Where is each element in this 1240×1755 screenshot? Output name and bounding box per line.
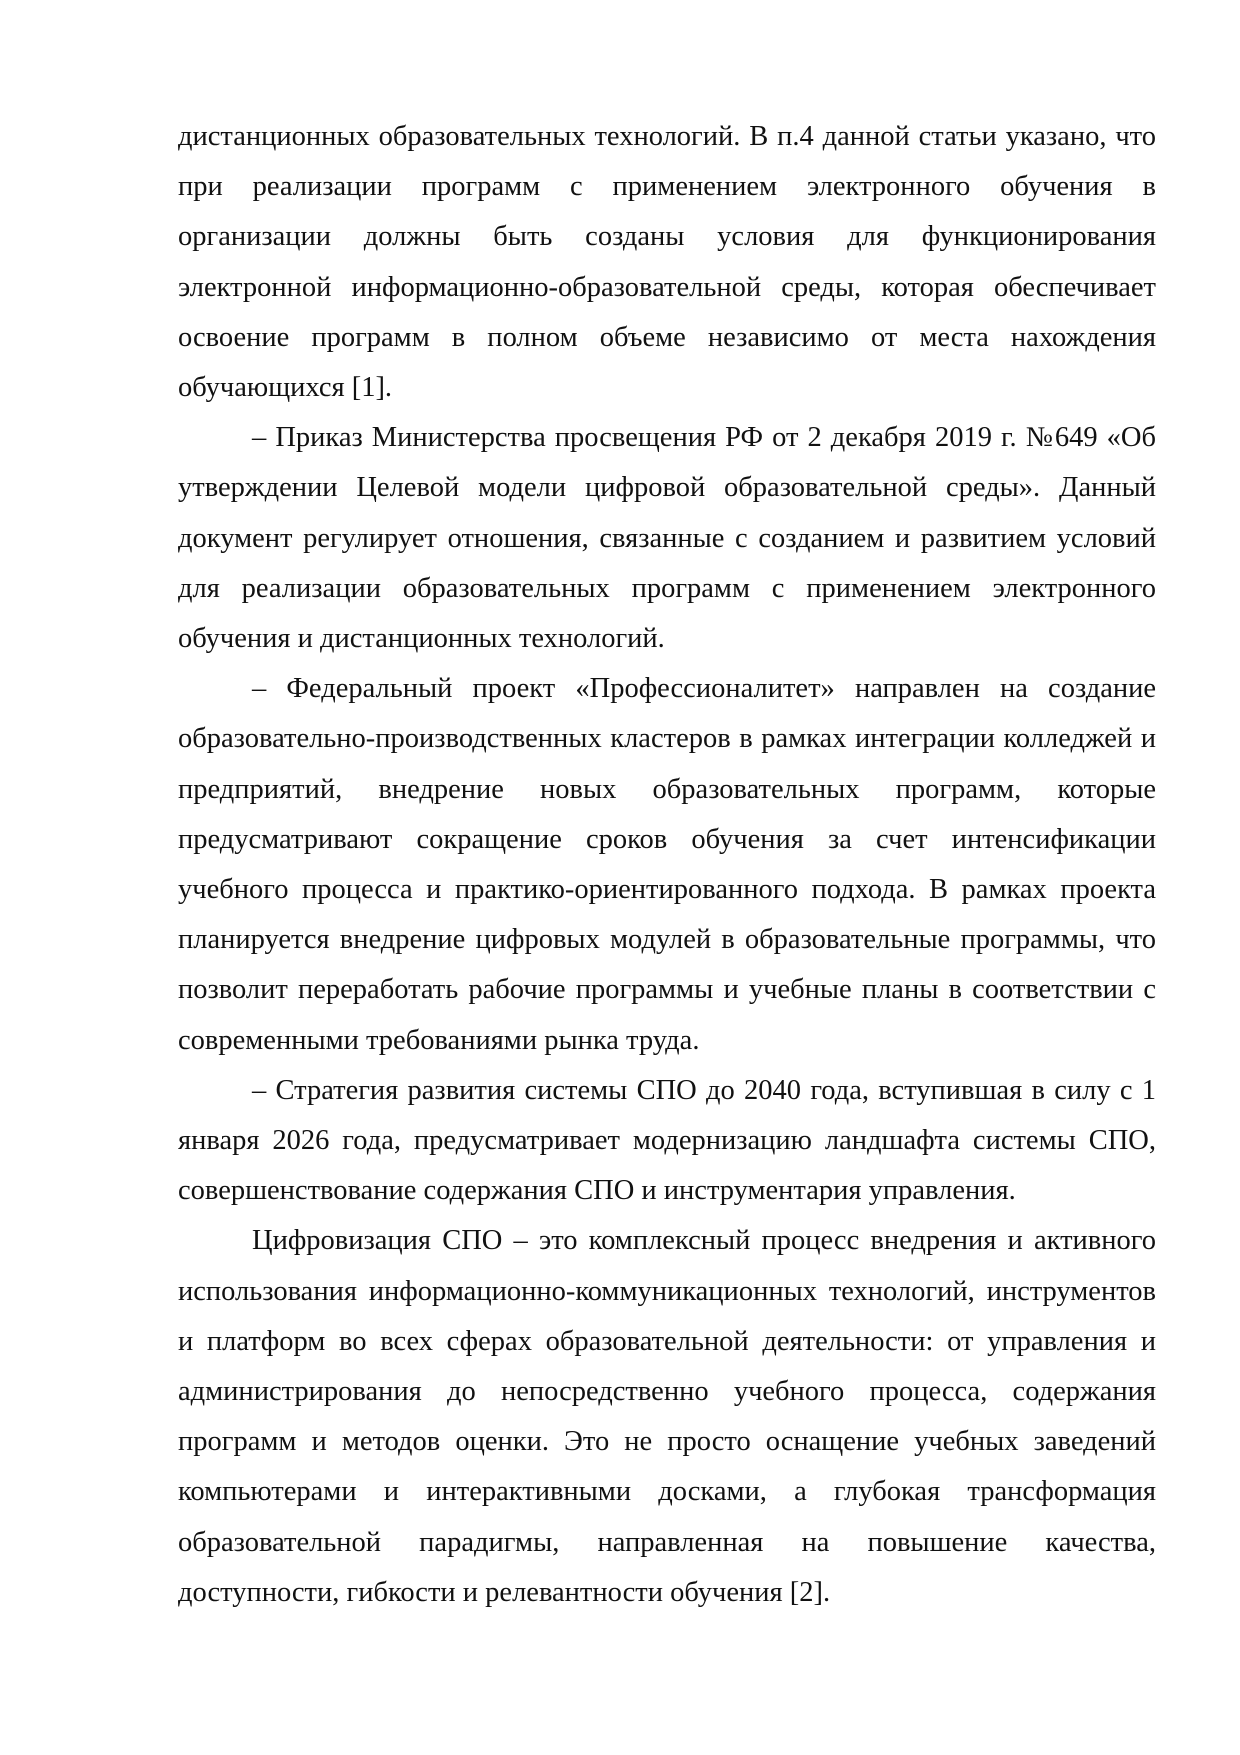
paragraph-strategy-2040: – Стратегия развития системы СПО до 2040 года, вступившая в силу с 1 января 2026 года, предусматривает модернизацию ландшафта системы СПО, совершенствование содержания СПО и инструментария управления.: [178, 1074, 1156, 1207]
paragraph-continuation: дистанционных образовательных технологий. В п.4 данной статьи указано, что при реализации программ с применением электронного обучения в организации должны быть созданы условия для функционирования электронной информационно-образовательной среды, которая обеспечивает освоение программ в полном объеме независимо от места нахождения обучающихся [1].: [178, 121, 1156, 404]
document-page: [178, 112, 1156, 1618]
paragraph-professionalitet: – Федеральный проект «Профессионалитет» направлен на создание образовательно-производственных кластеров в рамках интеграции колледжей и предприятий, внедрение новых образовательных программ, которые предусматривают сокращение сроков обучения за счет интенсификации учебного процесса и практико-ориентированного подхода. В рамках проекта планируется внедрение цифровых модулей в образовательные программы, что позволит переработать рабочие программы и учебные планы в соответствии с современными требованиями рынка труда.: [178, 673, 1156, 1056]
paragraph-digitalization: Цифровизация СПО – это комплексный процесс внедрения и активного использования информационно-коммуникационных технологий, инструментов и платформ во всех сферах образовательной деятельности: от управления и администрирования до непосредственно учебного процесса, содержания программ и методов оценки. Это не просто оснащение учебных заведений компьютерами и интерактивными досками, а глубокая трансформация образовательной парадигмы, направленная на повышение качества, доступности, гибкости и релевантности обучения [2].: [178, 1225, 1156, 1608]
paragraph-order-649: – Приказ Министерства просвещения РФ от 2 декабря 2019 г. №649 «Об утверждении Целевой модели цифровой образовательной среды». Данный документ регулирует отношения, связанные с созданием и развитием условий для реализации образовательных программ с применением электронного обучения и дистанционных технологий.: [178, 422, 1156, 655]
